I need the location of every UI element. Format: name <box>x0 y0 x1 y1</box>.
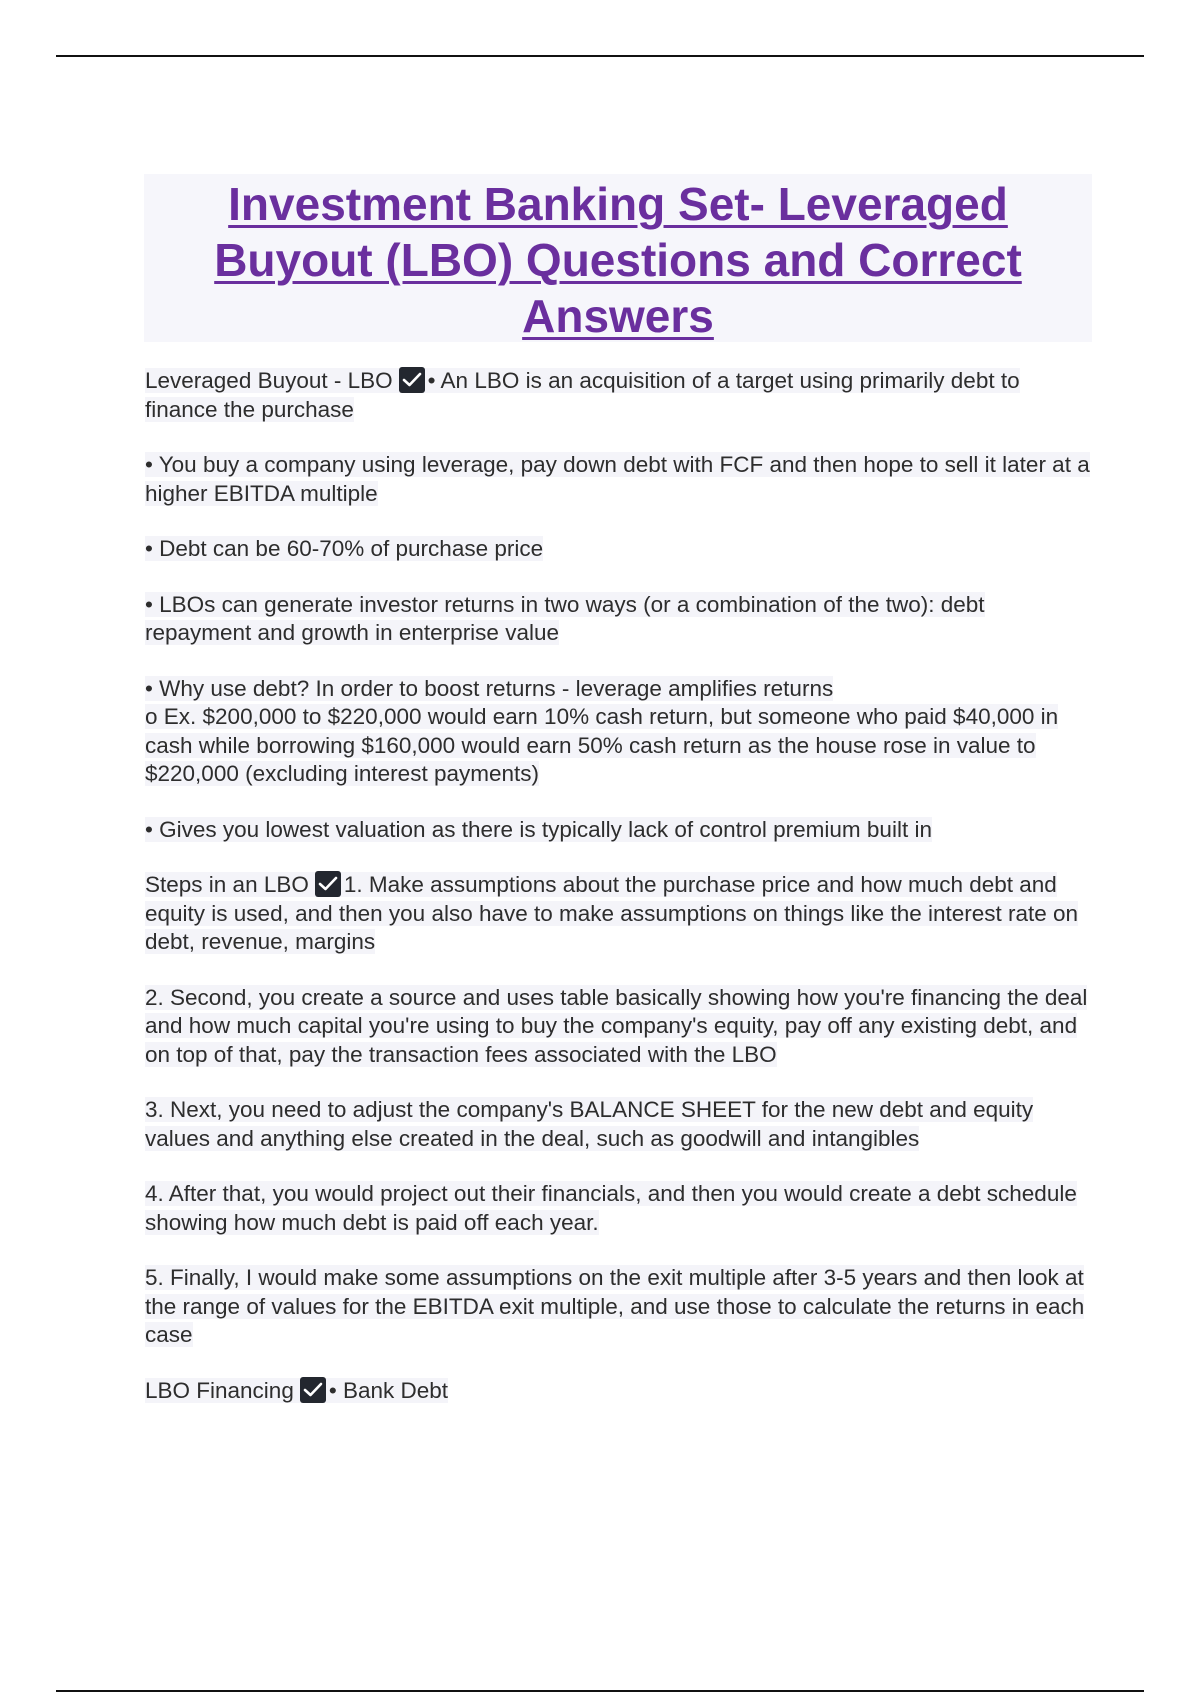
question-text: LBO Financing <box>145 1377 294 1403</box>
qa-entry <box>145 367 1090 424</box>
check-box-icon <box>315 871 341 897</box>
answer-text: • An LBO is an acquisition of a target using primarily debt to finance the purchase <box>145 368 1020 422</box>
answer-text: 1. Make assumptions about the purchase price and how much debt and equity is used, and then you also have to make assumptions on things like the interest rate on debt, revenue, margins <box>145 872 1079 954</box>
answer-paragraph: • Debt can be 60-70% of purchase price <box>145 536 544 561</box>
title-block <box>144 174 1092 342</box>
answer-paragraph: o Ex. $200,000 to $220,000 would earn 10% cash return, but someone who paid $40,000 in cash while borrowing $160,000 would earn 50% cash return as the house rose in value to $220,000 (excluding interest payments) <box>145 704 1059 786</box>
qa-content <box>145 367 1090 1432</box>
question-text: Steps in an LBO <box>145 872 309 897</box>
question-text: Leveraged Buyout - LBO <box>145 368 393 393</box>
header-rule <box>56 55 1144 57</box>
answer-paragraph: • LBOs can generate investor returns in two ways (or a combination of the two): debt repayment and growth in enterprise value <box>145 591 985 645</box>
qa-entry <box>145 871 1090 957</box>
document-title: Investment Banking Set- Leveraged Buyout (LBO) Questions and Correct Answers <box>214 178 1022 342</box>
answer-paragraph: 2. Second, you create a source and uses table basically showing how you're financing the deal and how much capital you're using to buy the company's equity, pay off any existing debt, and on top of that, pay the transaction fees associated with the LBO <box>145 984 1088 1067</box>
answer-paragraph: 4. After that, you would project out their financials, and then you would create a debt schedule showing how much debt is paid off each year. <box>145 1181 1077 1235</box>
check-box-icon <box>300 1377 326 1403</box>
answer-paragraph: 3. Next, you need to adjust the company's BALANCE SHEET for the new debt and equity values and anything else created in the deal, such as goodwill and intangibles <box>145 1097 1034 1151</box>
answer-text: • Bank Debt <box>328 1377 449 1403</box>
answer-paragraph: 5. Finally, I would make some assumptions on the exit multiple after 3-5 years and then look at the range of values for the EBITDA exit multiple, and use those to calculate the returns in each case <box>145 1265 1085 1347</box>
answer-paragraph: • Why use debt? In order to boost returns - leverage amplifies returns <box>145 675 834 701</box>
check-box-icon <box>399 367 425 393</box>
answer-paragraph: • Gives you lowest valuation as there is typically lack of control premium built in <box>145 816 932 842</box>
qa-entry <box>145 1377 1090 1406</box>
footer-rule <box>56 1690 1144 1692</box>
answer-paragraph: • You buy a company using leverage, pay down debt with FCF and then hope to sell it later at a higher EBITDA multiple <box>145 452 1090 506</box>
